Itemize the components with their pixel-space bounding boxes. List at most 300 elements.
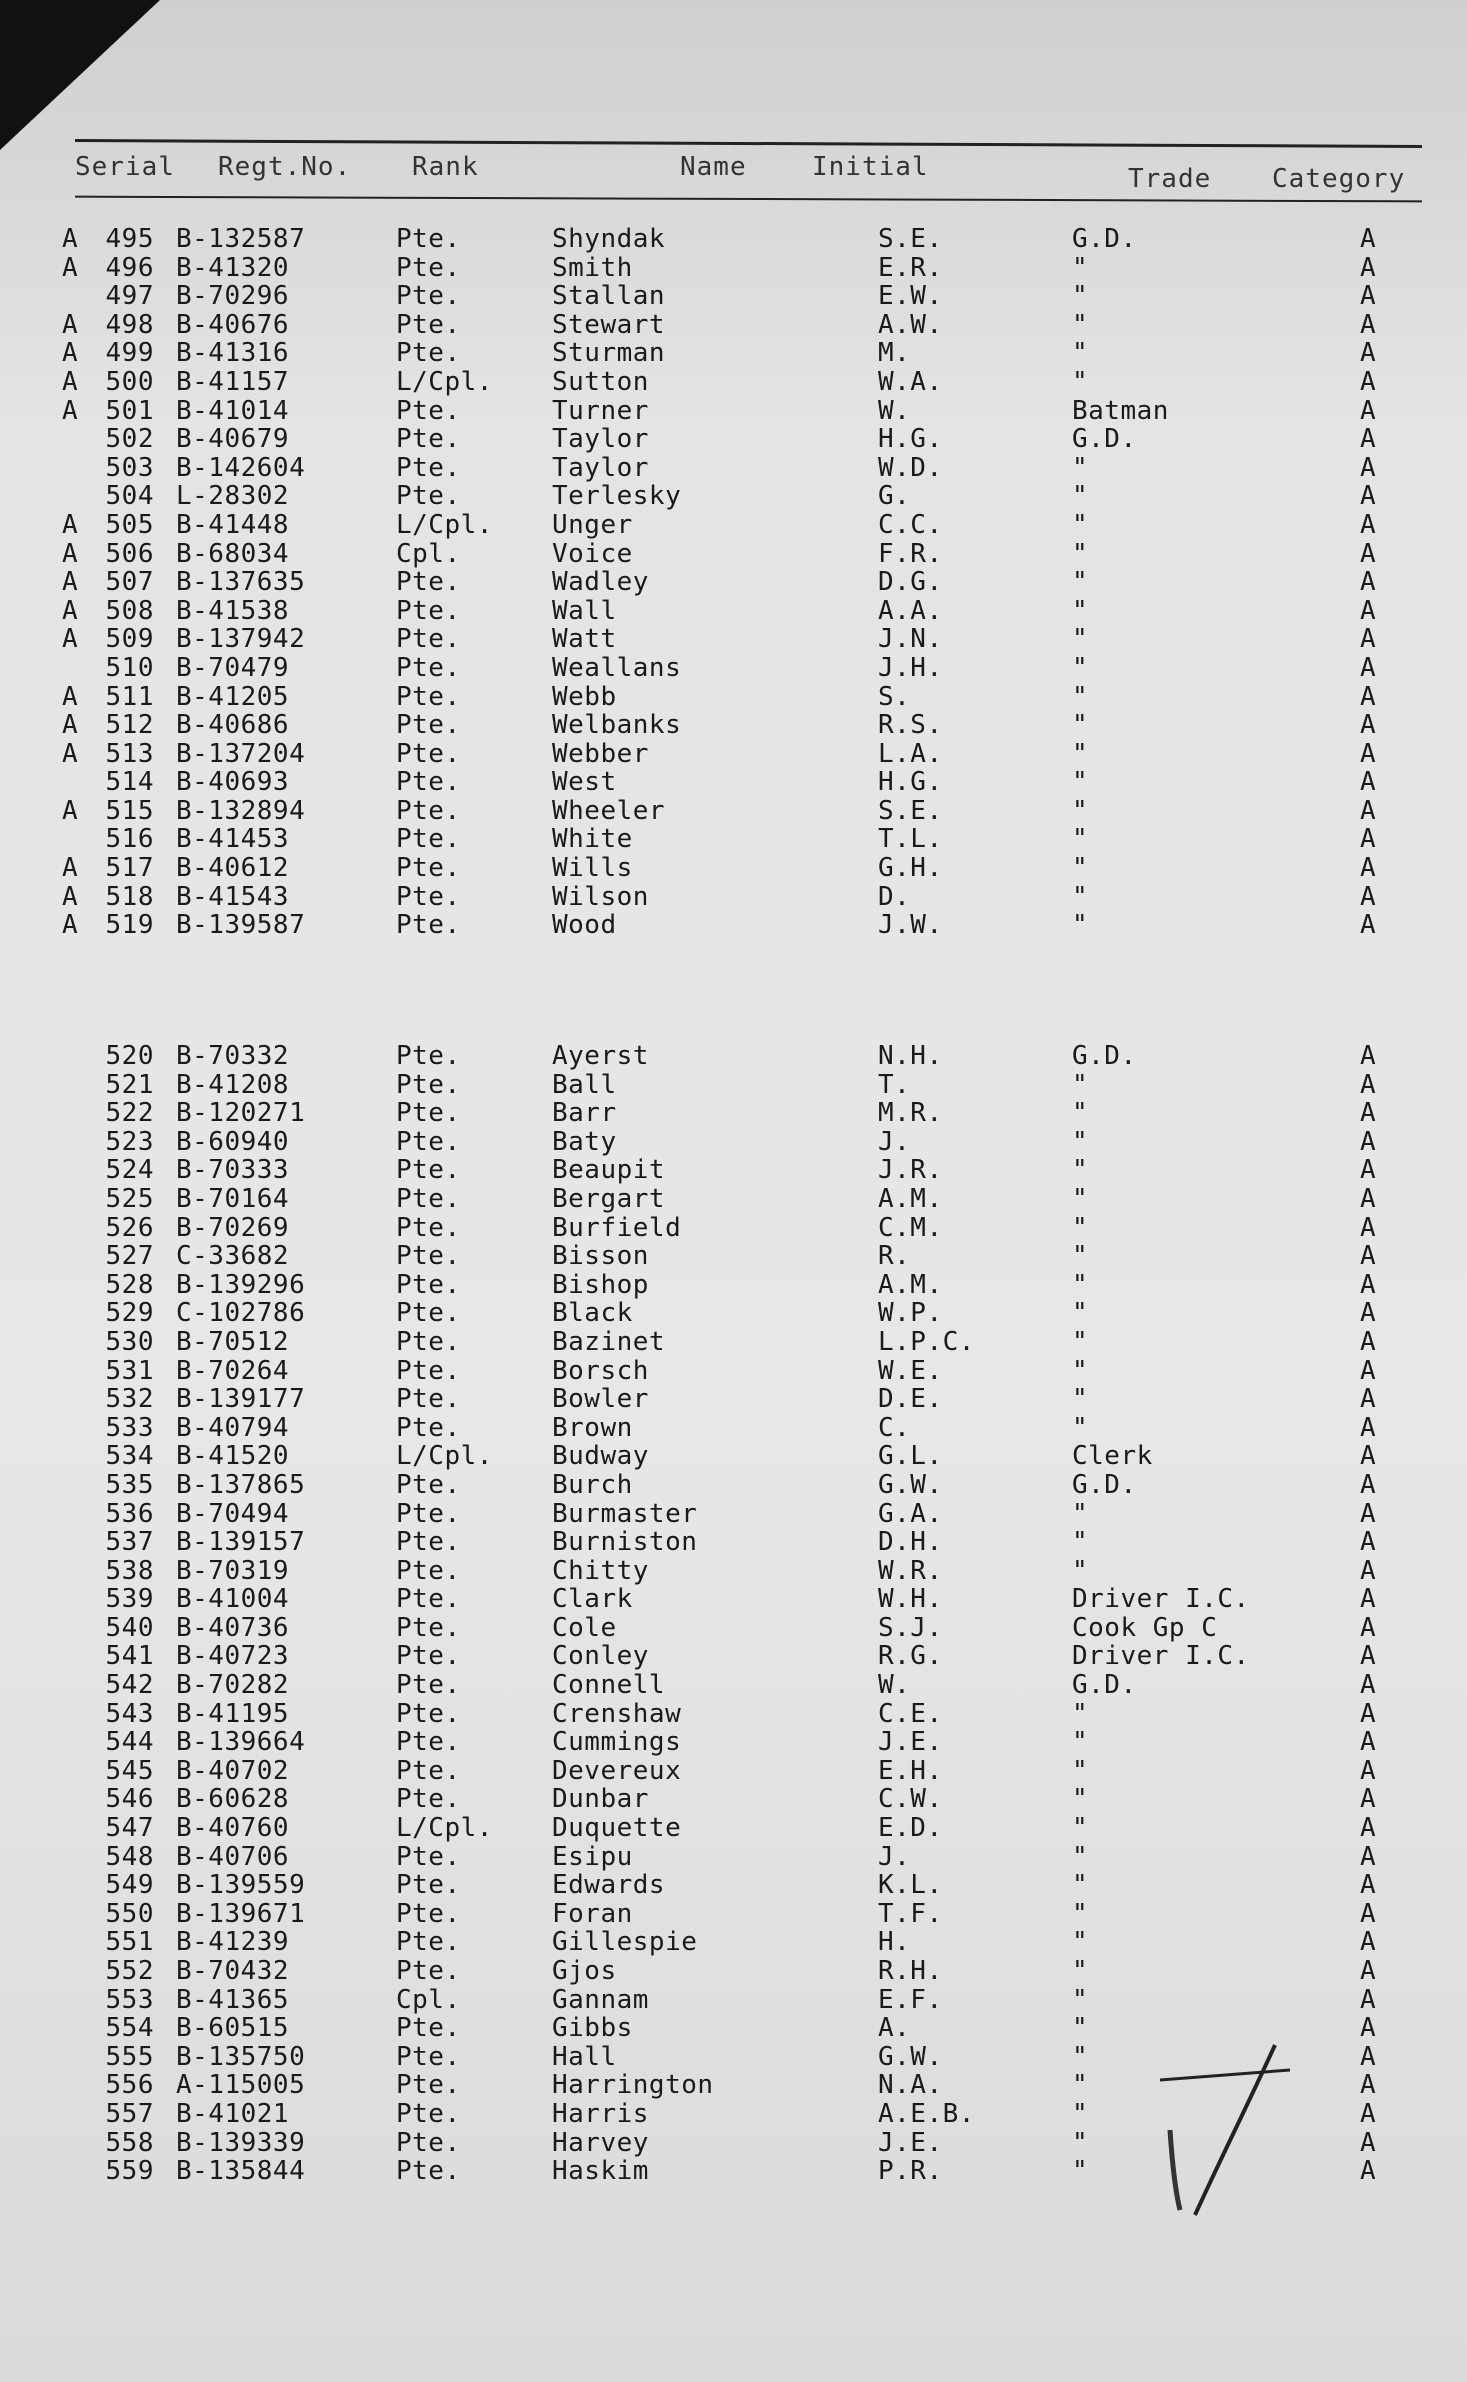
cell-serial-number: 523 [105,1126,154,1157]
cell-serial-prefix: A [62,738,79,769]
cell-trade: " [1072,795,1089,826]
roster-row [0,1871,1467,1900]
cell-trade: " [1072,1813,1089,1844]
cell-trade: G.D. [1072,1041,1137,1071]
roster-row [0,339,1467,368]
cell-rank: Pte. [396,452,461,483]
roster-row [0,482,1467,511]
cell-category: A [1360,2041,1377,2072]
cell-rank: Pte. [396,338,461,369]
cell-surname: Burmaster [552,1498,698,1529]
roster-row [0,1299,1467,1328]
roster-row [0,1928,1467,1957]
cell-rank: Pte. [396,1498,461,1529]
cell-rank: Pte. [396,795,461,826]
cell-initials: H. [878,1927,911,1958]
cell-rank: Pte. [396,1898,461,1929]
cell-initials: T.L. [878,824,943,855]
cell-trade: " [1072,1412,1089,1443]
cell-rank: Pte. [396,2156,461,2187]
cell-regiment-number: B-142604 [176,452,306,483]
cell-initials: D.E. [878,1384,943,1415]
cell-serial-prefix: A [62,853,79,884]
roster-row [0,1128,1467,1157]
cell-trade: " [1072,481,1089,512]
cell-regiment-number: B-132894 [176,795,306,826]
roster-row [0,883,1467,912]
header-initial: Initial [812,152,929,182]
cell-trade: " [1072,881,1089,912]
cell-regiment-number: B-41365 [176,1984,290,2015]
cell-initials: S.E. [878,795,943,826]
cell-trade: " [1072,338,1089,369]
cell-serial-number: 511 [105,681,154,712]
cell-trade: " [1072,738,1089,769]
cell-surname: Clark [552,1584,633,1615]
dark-corner-edge [0,0,60,110]
cell-trade: " [1072,1784,1089,1815]
cell-category: A [1360,853,1377,884]
cell-regiment-number: B-139296 [176,1269,306,1300]
cell-trade: Driver I.C. [1072,1641,1250,1672]
cell-serial-number: 522 [105,1098,154,1129]
cell-initials: N.H. [878,1041,943,1071]
cell-rank: Pte. [396,281,461,312]
cell-serial-prefix: A [62,509,79,540]
cell-surname: Weallans [552,652,682,683]
cell-surname: Stewart [552,309,666,340]
cell-surname: Watt [552,624,617,655]
cell-category: A [1360,1469,1377,1500]
cell-serial-number: 495 [105,224,154,254]
cell-regiment-number: B-70319 [176,1555,290,1586]
roster-row [0,568,1467,597]
cell-rank: Pte. [396,652,461,683]
cell-regiment-number: B-40612 [176,853,290,884]
cell-serial-number: 558 [105,2127,154,2158]
cell-rank: Pte. [396,1241,461,1272]
cell-initials: K.L. [878,1870,943,1901]
cell-serial-number: 514 [105,767,154,798]
cell-surname: Ayerst [552,1041,649,1071]
cell-initials: H.G. [878,424,943,455]
cell-serial-number: 554 [105,2013,154,2044]
cell-surname: Wadley [552,567,649,598]
cell-regiment-number: B-40693 [176,767,290,798]
cell-rank: Pte. [396,681,461,712]
cell-serial-number: 533 [105,1412,154,1443]
roster-row [0,2014,1467,2043]
cell-initials: J.N. [878,624,943,655]
roster-row [0,1642,1467,1671]
header-category: Category [1272,164,1406,194]
cell-category: A [1360,1555,1377,1586]
cell-serial-number: 551 [105,1927,154,1958]
cell-initials: G.L. [878,1441,943,1472]
cell-serial-number: 516 [105,824,154,855]
cell-regiment-number: B-40794 [176,1412,290,1443]
roster-row [0,1156,1467,1185]
roster-section-1 [0,225,1467,940]
cell-surname: Gjos [552,1956,617,1986]
roster-row [0,1957,1467,1986]
cell-trade: " [1072,2098,1089,2129]
cell-surname: Gibbs [552,2013,633,2044]
cell-category: A [1360,1898,1377,1929]
cell-regiment-number: B-135844 [176,2156,306,2187]
cell-initials: F.R. [878,538,943,569]
cell-rank: Pte. [396,2098,461,2129]
cell-rank: Pte. [396,1269,461,1300]
cell-serial-number: 530 [105,1326,154,1357]
cell-trade: " [1072,2070,1089,2101]
cell-trade: " [1072,910,1089,941]
cell-trade: " [1072,1155,1089,1186]
cell-rank: Pte. [396,224,461,254]
cell-category: A [1360,1098,1377,1129]
cell-category: A [1360,424,1377,455]
cell-regiment-number: B-40723 [176,1641,290,1672]
cell-serial-number: 555 [105,2041,154,2072]
cell-regiment-number: B-139559 [176,1870,306,1901]
cell-initials: J.W. [878,910,943,941]
cell-surname: Borsch [552,1355,649,1386]
cell-rank: Cpl. [396,538,461,569]
cell-surname: Turner [552,395,649,426]
cell-rank: Pte. [396,1098,461,1129]
roster-row [0,1099,1467,1128]
cell-surname: Foran [552,1898,633,1929]
cell-initials: A.A. [878,595,943,626]
cell-category: A [1360,1584,1377,1615]
roster-row [0,1700,1467,1729]
cell-serial-number: 507 [105,567,154,598]
cell-initials: J. [878,1126,911,1157]
cell-rank: Pte. [396,1956,461,1986]
cell-surname: Smith [552,252,633,283]
cell-initials: L.A. [878,738,943,769]
cell-rank: Pte. [396,1527,461,1558]
roster-row [0,511,1467,540]
cell-serial-number: 498 [105,309,154,340]
cell-serial-number: 513 [105,738,154,769]
cell-initials: D.G. [878,567,943,598]
cell-trade: " [1072,1555,1089,1586]
roster-row [0,1042,1467,1071]
roster-row [0,768,1467,797]
header-name: Name [680,152,747,182]
cell-category: A [1360,1212,1377,1243]
cell-rank: Pte. [396,252,461,283]
cell-category: A [1360,481,1377,512]
cell-category: A [1360,1641,1377,1672]
cell-trade: " [1072,452,1089,483]
cell-category: A [1360,366,1377,397]
roster-row [0,1442,1467,1471]
cell-serial-prefix: A [62,567,79,598]
cell-trade: " [1072,1498,1089,1529]
cell-rank: Pte. [396,1784,461,1815]
roster-row [0,1471,1467,1500]
cell-trade: " [1072,1727,1089,1758]
cell-trade: G.D. [1072,424,1137,455]
cell-serial-number: 502 [105,424,154,455]
cell-regiment-number: B-60940 [176,1126,290,1157]
cell-rank: Pte. [396,2070,461,2101]
cell-serial-number: 542 [105,1670,154,1701]
cell-initials: R.S. [878,710,943,741]
roster-row [0,311,1467,340]
cell-initials: R. [878,1241,911,1272]
cell-category: A [1360,738,1377,769]
cell-surname: Wheeler [552,795,666,826]
cell-regiment-number: L-28302 [176,481,290,512]
cell-initials: J.R. [878,1155,943,1186]
cell-trade: " [1072,1126,1089,1157]
cell-trade: " [1072,1212,1089,1243]
cell-trade: " [1072,652,1089,683]
cell-surname: Barr [552,1098,617,1129]
cell-trade: " [1072,1755,1089,1786]
cell-surname: White [552,824,633,855]
cell-category: A [1360,309,1377,340]
cell-rank: Pte. [396,309,461,340]
cell-serial-number: 519 [105,910,154,941]
cell-initials: W.E. [878,1355,943,1386]
cell-surname: Terlesky [552,481,682,512]
cell-surname: Welbanks [552,710,682,741]
cell-category: A [1360,1698,1377,1729]
roster-row [0,1071,1467,1100]
cell-regiment-number: B-139157 [176,1527,306,1558]
cell-initials: G.H. [878,853,943,884]
cell-serial-number: 512 [105,710,154,741]
cell-trade: " [1072,366,1089,397]
cell-regiment-number: B-40760 [176,1813,290,1844]
cell-regiment-number: B-135750 [176,2041,306,2072]
cell-initials: C.M. [878,1212,943,1243]
cell-trade: " [1072,1241,1089,1272]
cell-surname: Wills [552,853,633,884]
cell-surname: Webb [552,681,617,712]
roster-row [0,540,1467,569]
cell-serial-number: 547 [105,1813,154,1844]
cell-trade: Clerk [1072,1441,1153,1472]
cell-serial-number: 538 [105,1555,154,1586]
cell-category: A [1360,1441,1377,1472]
cell-serial-number: 543 [105,1698,154,1729]
cell-surname: Cummings [552,1727,682,1758]
cell-category: A [1360,595,1377,626]
cell-serial-number: 528 [105,1269,154,1300]
cell-trade: " [1072,309,1089,340]
cell-trade: " [1072,767,1089,798]
cell-trade: " [1072,1326,1089,1357]
cell-surname: Esipu [552,1841,633,1872]
cell-category: A [1360,1498,1377,1529]
cell-category: A [1360,538,1377,569]
cell-surname: Wood [552,910,617,941]
cell-trade: " [1072,1098,1089,1129]
cell-surname: Sturman [552,338,666,369]
cell-trade: " [1072,1527,1089,1558]
header-serial: Serial [75,152,175,182]
cell-serial-prefix: A [62,795,79,826]
cell-initials: J.H. [878,652,943,683]
roster-row [0,1557,1467,1586]
cell-rank: L/Cpl. [396,509,493,540]
cell-initials: D. [878,881,911,912]
cell-trade: " [1072,1898,1089,1929]
cell-surname: Harris [552,2098,649,2129]
cell-surname: Bisson [552,1241,649,1272]
cell-serial-prefix: A [62,338,79,369]
cell-initials: W.A. [878,366,943,397]
cell-surname: Wilson [552,881,649,912]
cell-regiment-number: B-41520 [176,1441,290,1472]
cell-regiment-number: B-41453 [176,824,290,855]
cell-surname: Hall [552,2041,617,2072]
cell-surname: Burniston [552,1527,698,1558]
cell-trade: " [1072,2041,1089,2072]
cell-category: A [1360,767,1377,798]
cell-regiment-number: B-41448 [176,509,290,540]
cell-category: A [1360,910,1377,941]
cell-surname: Haskim [552,2156,649,2187]
cell-surname: Taylor [552,452,649,483]
cell-regiment-number: B-120271 [176,1098,306,1129]
cell-category: A [1360,1069,1377,1100]
cell-serial-number: 544 [105,1727,154,1758]
cell-regiment-number: B-137865 [176,1469,306,1500]
cell-category: A [1360,1298,1377,1329]
cell-serial-number: 541 [105,1641,154,1672]
cell-rank: Pte. [396,1927,461,1958]
cell-regiment-number: B-41538 [176,595,290,626]
cell-regiment-number: B-139177 [176,1384,306,1415]
cell-initials: J. [878,1841,911,1872]
cell-trade: " [1072,281,1089,312]
cell-category: A [1360,1241,1377,1272]
cell-regiment-number: B-41157 [176,366,290,397]
cell-regiment-number: B-139671 [176,1898,306,1929]
cell-category: A [1360,1956,1377,1986]
cell-regiment-number: B-70296 [176,281,290,312]
cell-surname: Black [552,1298,633,1329]
cell-trade: " [1072,1298,1089,1329]
cell-rank: Pte. [396,767,461,798]
cell-category: A [1360,1784,1377,1815]
cell-trade: " [1072,853,1089,884]
cell-regiment-number: B-70164 [176,1183,290,1214]
cell-serial-number: 550 [105,1898,154,1929]
cell-rank: Pte. [396,1755,461,1786]
cell-surname: Stallan [552,281,666,312]
cell-surname: Beaupit [552,1155,666,1186]
cell-regiment-number: B-41195 [176,1698,290,1729]
cell-surname: Connell [552,1670,666,1701]
cell-initials: C. [878,1412,911,1443]
roster-row [0,654,1467,683]
cell-category: A [1360,567,1377,598]
cell-serial-number: 517 [105,853,154,884]
roster-row [0,225,1467,254]
cell-initials: T.F. [878,1898,943,1929]
cell-regiment-number: B-41543 [176,881,290,912]
cell-rank: Pte. [396,1298,461,1329]
cell-surname: Gannam [552,1984,649,2015]
cell-rank: Pte. [396,2041,461,2072]
cell-rank: Pte. [396,1326,461,1357]
cell-serial-number: 535 [105,1469,154,1500]
cell-rank: Cpl. [396,1984,461,2015]
cell-rank: Pte. [396,567,461,598]
cell-surname: Shyndak [552,224,666,254]
cell-rank: Pte. [396,2013,461,2044]
cell-rank: Pte. [396,1412,461,1443]
cell-trade: Driver I.C. [1072,1584,1250,1615]
roster-row [0,825,1467,854]
roster-row [0,854,1467,883]
cell-initials: R.G. [878,1641,943,1672]
cell-initials: M. [878,338,911,369]
cell-surname: Crenshaw [552,1698,682,1729]
cell-initials: H.G. [878,767,943,798]
cell-initials: W. [878,395,911,426]
cell-surname: Duquette [552,1813,682,1844]
cell-regiment-number: B-70264 [176,1355,290,1386]
cell-category: A [1360,1841,1377,1872]
cell-serial-number: 546 [105,1784,154,1815]
cell-rank: Pte. [396,1069,461,1100]
cell-trade: " [1072,1698,1089,1729]
cell-category: A [1360,1527,1377,1558]
cell-trade: " [1072,681,1089,712]
cell-surname: Bishop [552,1269,649,1300]
cell-serial-prefix: A [62,252,79,283]
cell-regiment-number: A-115005 [176,2070,306,2101]
cell-trade: Cook Gp C [1072,1612,1218,1643]
cell-serial-prefix: A [62,881,79,912]
cell-regiment-number: B-70512 [176,1326,290,1357]
cell-rank: Pte. [396,1041,461,1071]
cell-serial-prefix: A [62,395,79,426]
cell-serial-number: 504 [105,481,154,512]
cell-serial-number: 508 [105,595,154,626]
cell-trade: " [1072,252,1089,283]
cell-serial-number: 520 [105,1041,154,1071]
cell-category: A [1360,2127,1377,2158]
cell-regiment-number: B-70282 [176,1670,290,1701]
roster-row [0,597,1467,626]
cell-trade: " [1072,567,1089,598]
cell-rank: L/Cpl. [396,1441,493,1472]
cell-trade: " [1072,1384,1089,1415]
cell-regiment-number: B-70494 [176,1498,290,1529]
cell-rank: Pte. [396,1670,461,1701]
cell-serial-number: 497 [105,281,154,312]
cell-initials: J.E. [878,2127,943,2158]
cell-initials: C.C. [878,509,943,540]
roster-row [0,368,1467,397]
roster-row [0,1814,1467,1843]
cell-rank: L/Cpl. [396,366,493,397]
cell-initials: C.W. [878,1784,943,1815]
cell-surname: Devereux [552,1755,682,1786]
cell-initials: G.W. [878,2041,943,2072]
header-regt-no: Regt.No. [218,152,352,182]
cell-initials: E.F. [878,1984,943,2015]
